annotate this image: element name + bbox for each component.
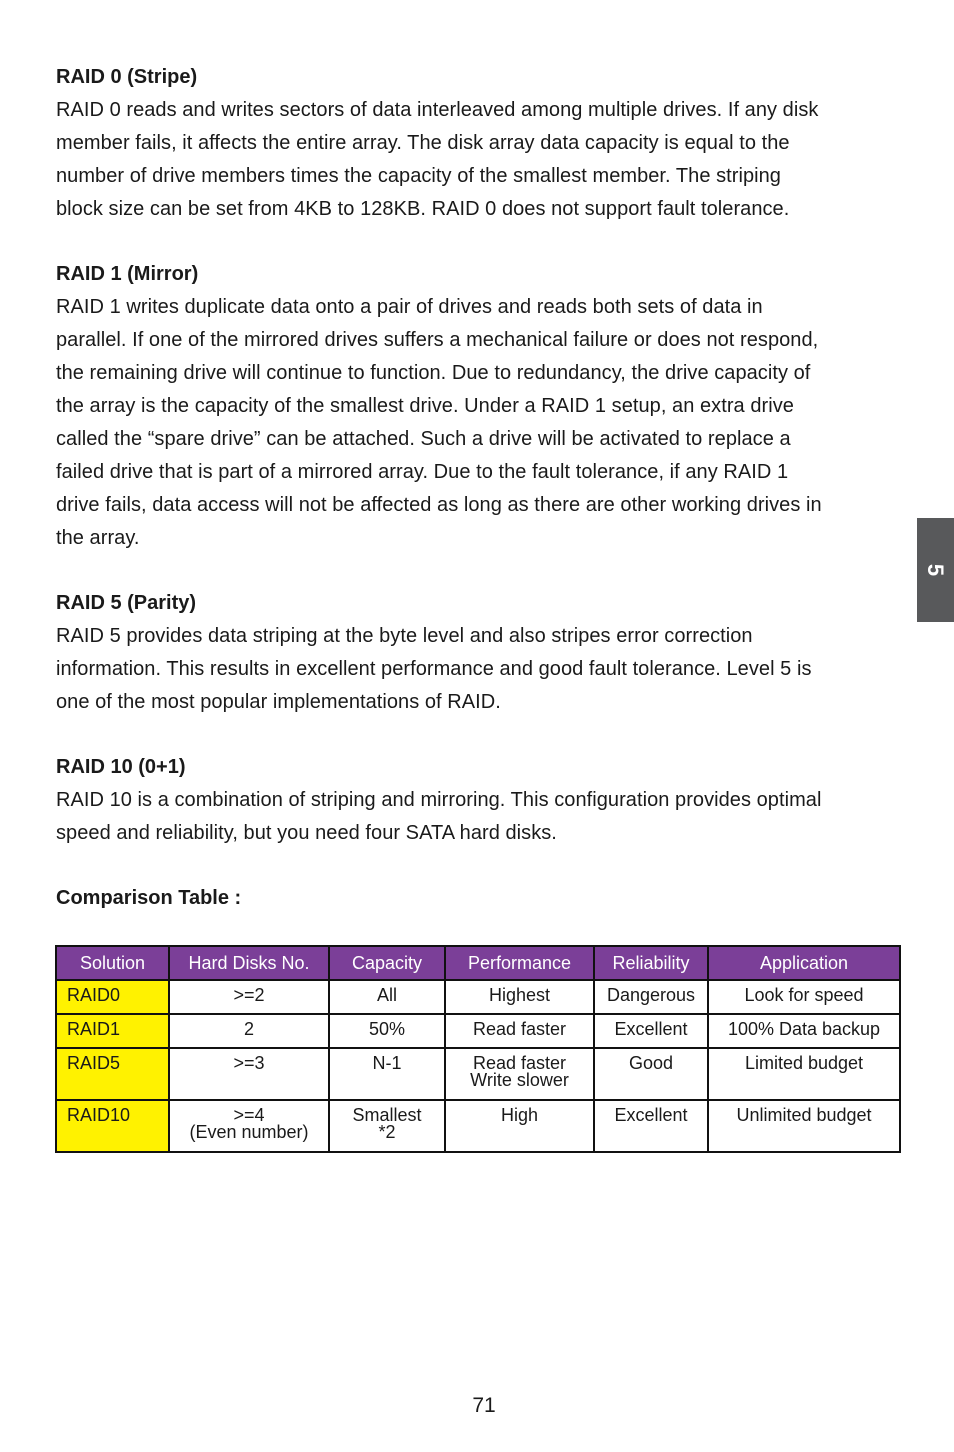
application-cell: Look for speed [708, 980, 900, 1014]
performance-cell [445, 980, 594, 1014]
body-line: RAID 10 is a combination of striping and mirroring. This configuration provides optimal [56, 789, 822, 811]
cell-line: Read faster [472, 1019, 567, 1039]
column-header: Reliability [594, 946, 708, 980]
solution-cell: RAID5 [56, 1048, 169, 1100]
capacity-cell [329, 1048, 445, 1100]
performance-cell [445, 1048, 594, 1100]
body-line: number of drive members times the capacity of the smallest member. The striping [56, 165, 781, 187]
cell-line: >=3 [233, 1053, 265, 1073]
table-row [56, 1048, 900, 1100]
performance-cell [445, 1014, 594, 1048]
body-line: the remaining drive will continue to function. Due to redundancy, the drive capacity of [56, 362, 811, 384]
disks-cell [169, 980, 329, 1014]
solution-cell: RAID1 [56, 1014, 169, 1048]
page-number: 71 [472, 1394, 496, 1417]
column-header: Solution [56, 946, 169, 980]
column-header: Hard Disks No. [169, 946, 329, 980]
cell-line: N-1 [372, 1053, 402, 1073]
cell-line: Smallest [352, 1105, 422, 1125]
cell-line: 2 [243, 1019, 254, 1039]
capacity-cell [329, 980, 445, 1014]
body-line: speed and reliability, but you need four SATA hard disks. [56, 822, 557, 844]
section-heading: RAID 10 (0+1) [56, 756, 186, 778]
body-line: block size can be set from 4KB to 128KB. RAID 0 does not support fault tolerance. [56, 198, 790, 220]
section-body [56, 784, 898, 850]
section-body [56, 94, 898, 226]
body-line: failed drive that is part of a mirrored array. Due to the fault tolerance, if any RAID 1 [56, 461, 789, 483]
chapter-tab [917, 518, 954, 622]
section-body [56, 291, 898, 555]
section-raid10 [56, 751, 898, 850]
body-line: drive fails, data access will not be affected as long as there are other working drives in [56, 494, 822, 516]
reliability-cell: Excellent [594, 1014, 708, 1048]
capacity-cell [329, 1100, 445, 1152]
cell-line: (Even number) [189, 1122, 309, 1142]
section-heading: RAID 1 (Mirror) [56, 263, 199, 285]
section-raid0 [56, 61, 898, 226]
reliability-cell: Excellent [594, 1100, 708, 1152]
table-row [56, 980, 900, 1014]
section-body [56, 620, 898, 719]
solution-cell: RAID10 [56, 1100, 169, 1152]
disks-cell [169, 1100, 329, 1152]
body-line: RAID 1 writes duplicate data onto a pair of drives and reads both sets of data in [56, 296, 763, 318]
cell-line: Write slower [470, 1070, 569, 1090]
body-line: parallel. If one of the mirrored drives suffers a mechanical failure or does not respond, [56, 329, 819, 351]
cell-line: Highest [488, 985, 551, 1005]
body-line: information. This results in excellent performance and good fault tolerance. Level 5 is [56, 658, 812, 680]
capacity-cell [329, 1014, 445, 1048]
body-line: called the “spare drive” can be attached. Such a drive will be activated to replace a [56, 428, 791, 450]
body-line: the array is the capacity of the smallest drive. Under a RAID 1 setup, an extra drive [56, 395, 794, 417]
table-row [56, 1014, 900, 1048]
section-raid5 [56, 587, 898, 719]
cell-line: >=4 [233, 1105, 265, 1125]
section-heading: RAID 5 (Parity) [56, 592, 197, 614]
body-line: RAID 5 provides data striping at the byte level and also stripes error correction [56, 625, 753, 647]
disks-cell [169, 1014, 329, 1048]
column-header: Application [708, 946, 900, 980]
cell-line: >=2 [233, 985, 265, 1005]
cell-line: High [500, 1105, 539, 1125]
comparison-table [55, 945, 901, 1153]
body-line: member fails, it affects the entire array. The disk array data capacity is equal to the [56, 132, 790, 154]
disks-cell [169, 1048, 329, 1100]
cell-line: *2 [378, 1122, 396, 1142]
reliability-cell: Good [594, 1048, 708, 1100]
performance-cell [445, 1100, 594, 1152]
application-cell: 100% Data backup [708, 1014, 900, 1048]
table-row [56, 1100, 900, 1152]
chapter-number: 5 [923, 563, 949, 577]
column-header: Capacity [329, 946, 445, 980]
section-heading: RAID 0 (Stripe) [56, 66, 198, 88]
cell-line: Read faster [472, 1053, 567, 1073]
cell-line: All [376, 985, 397, 1005]
application-cell: Unlimited budget [708, 1100, 900, 1152]
body-line: RAID 0 reads and writes sectors of data interleaved among multiple drives. If any disk [56, 99, 819, 121]
body-line: the array. [56, 527, 140, 549]
table-header-row [56, 946, 900, 980]
application-cell: Limited budget [708, 1048, 900, 1100]
body-line: one of the most popular implementations of RAID. [56, 691, 501, 713]
page-content [56, 61, 898, 915]
solution-cell: RAID0 [56, 980, 169, 1014]
column-header: Performance [445, 946, 594, 980]
reliability-cell: Dangerous [594, 980, 708, 1014]
comparison-table-title: Comparison Table : [56, 887, 242, 909]
cell-line: 50% [368, 1019, 406, 1039]
section-raid1 [56, 258, 898, 555]
